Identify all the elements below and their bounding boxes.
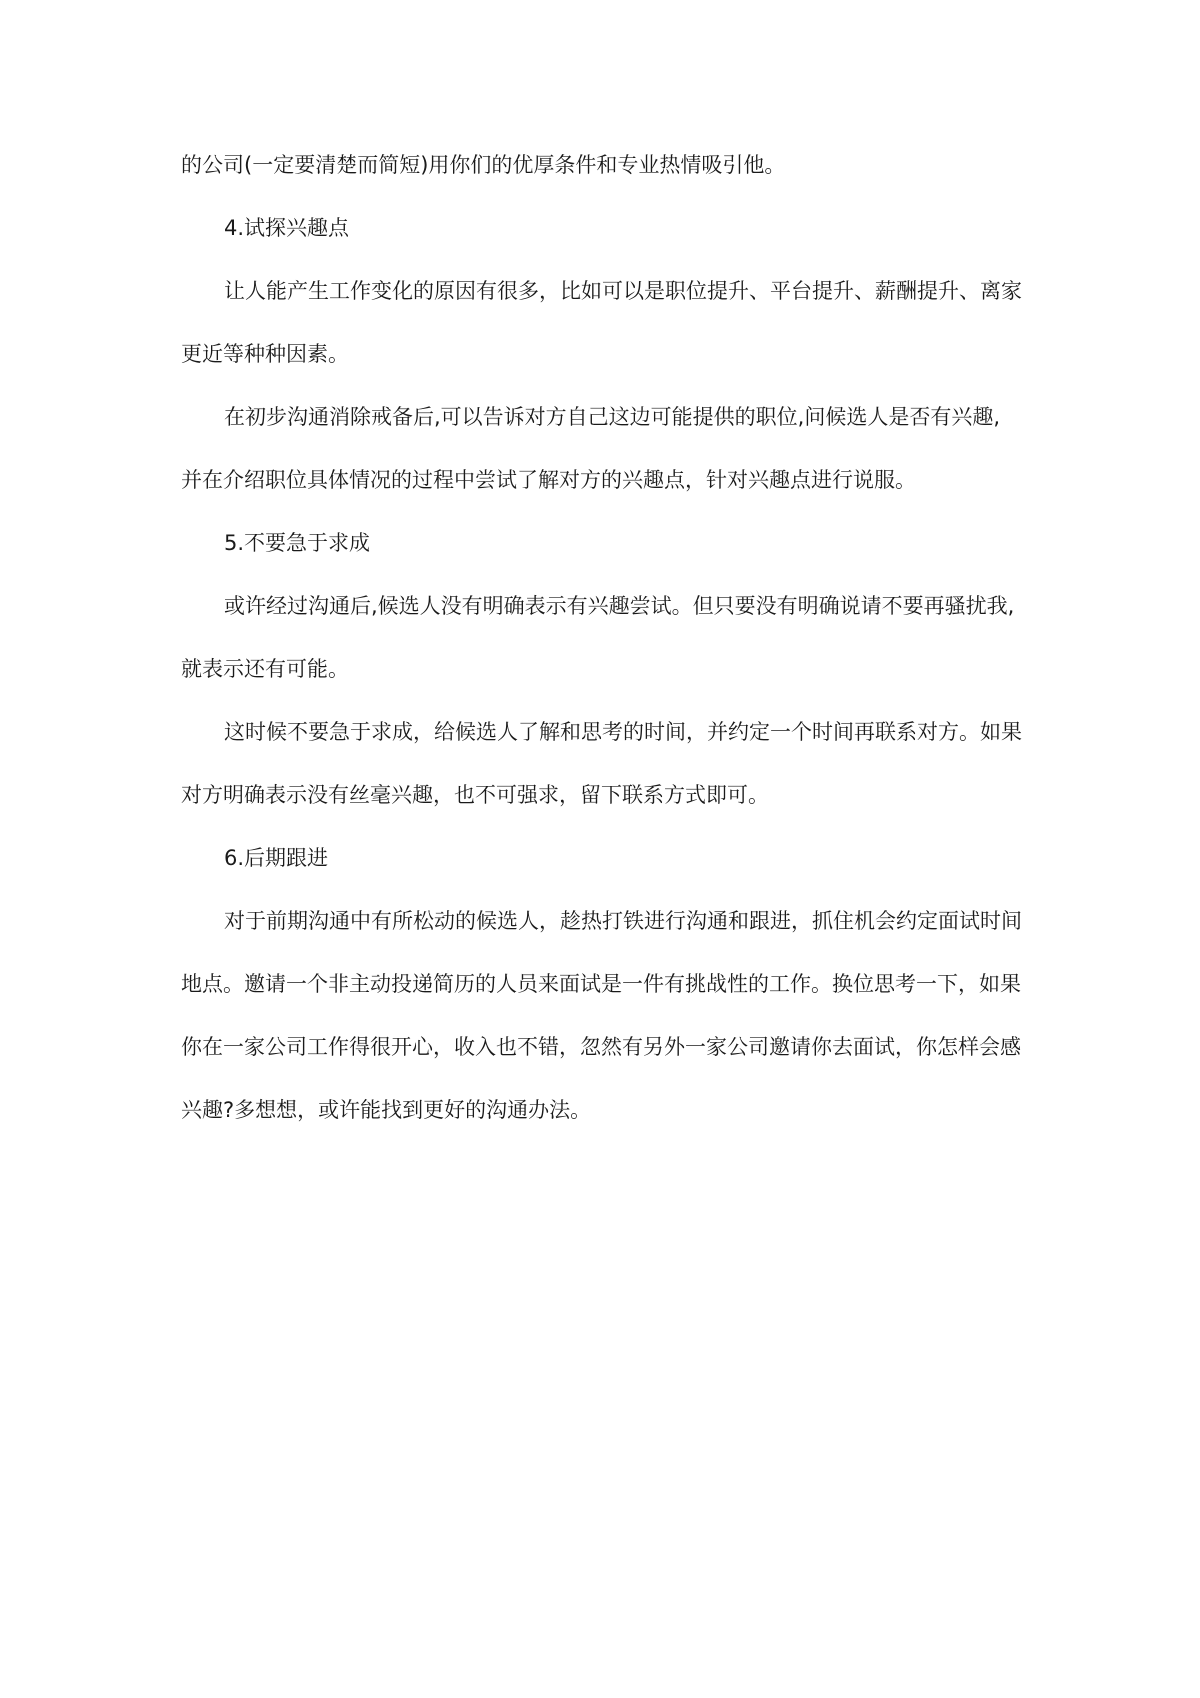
paragraph-line: 更近等种种因素。 xyxy=(181,342,349,366)
section-heading: 6.后期跟进 xyxy=(224,846,329,870)
section-heading: 5.不要急于求成 xyxy=(224,531,371,555)
document-page xyxy=(181,150,1021,1158)
paragraph-line: 你在一家公司工作得很开心，收入也不错，忽然有另外一家公司邀请你去面试，你怎样会感 xyxy=(181,1035,1021,1059)
paragraph-line: 对方明确表示没有丝毫兴趣，也不可强求，留下联系方式即可。 xyxy=(181,783,769,807)
paragraph-line: 或许经过沟通后,候选人没有明确表示有兴趣尝试。但只要没有明确说请不要再骚扰我, xyxy=(224,594,1015,618)
paragraph-line: 的公司(一定要清楚而简短)用你们的优厚条件和专业热情吸引他。 xyxy=(181,153,786,177)
paragraph-line: 兴趣?多想想，或许能找到更好的沟通办法。 xyxy=(181,1098,592,1122)
paragraph-line: 地点。邀请一个非主动投递简历的人员来面试是一件有挑战性的工作。换位思考一下，如果 xyxy=(181,972,1021,996)
paragraph-line: 并在介绍职位具体情况的过程中尝试了解对方的兴趣点，针对兴趣点进行说服。 xyxy=(181,468,916,492)
paragraph-line: 就表示还有可能。 xyxy=(181,657,349,681)
paragraph-line: 让人能产生工作变化的原因有很多，比如可以是职位提升、平台提升、薪酬提升、离家 xyxy=(224,279,1022,303)
paragraph-line: 对于前期沟通中有所松动的候选人，趁热打铁进行沟通和跟进，抓住机会约定面试时间 xyxy=(224,909,1022,933)
section-heading: 4.试探兴趣点 xyxy=(224,216,350,240)
paragraph-line: 这时候不要急于求成，给候选人了解和思考的时间，并约定一个时间再联系对方。如果 xyxy=(224,720,1022,744)
paragraph-line: 在初步沟通消除戒备后,可以告诉对方自己这边可能提供的职位,问候选人是否有兴趣, xyxy=(224,405,1001,429)
